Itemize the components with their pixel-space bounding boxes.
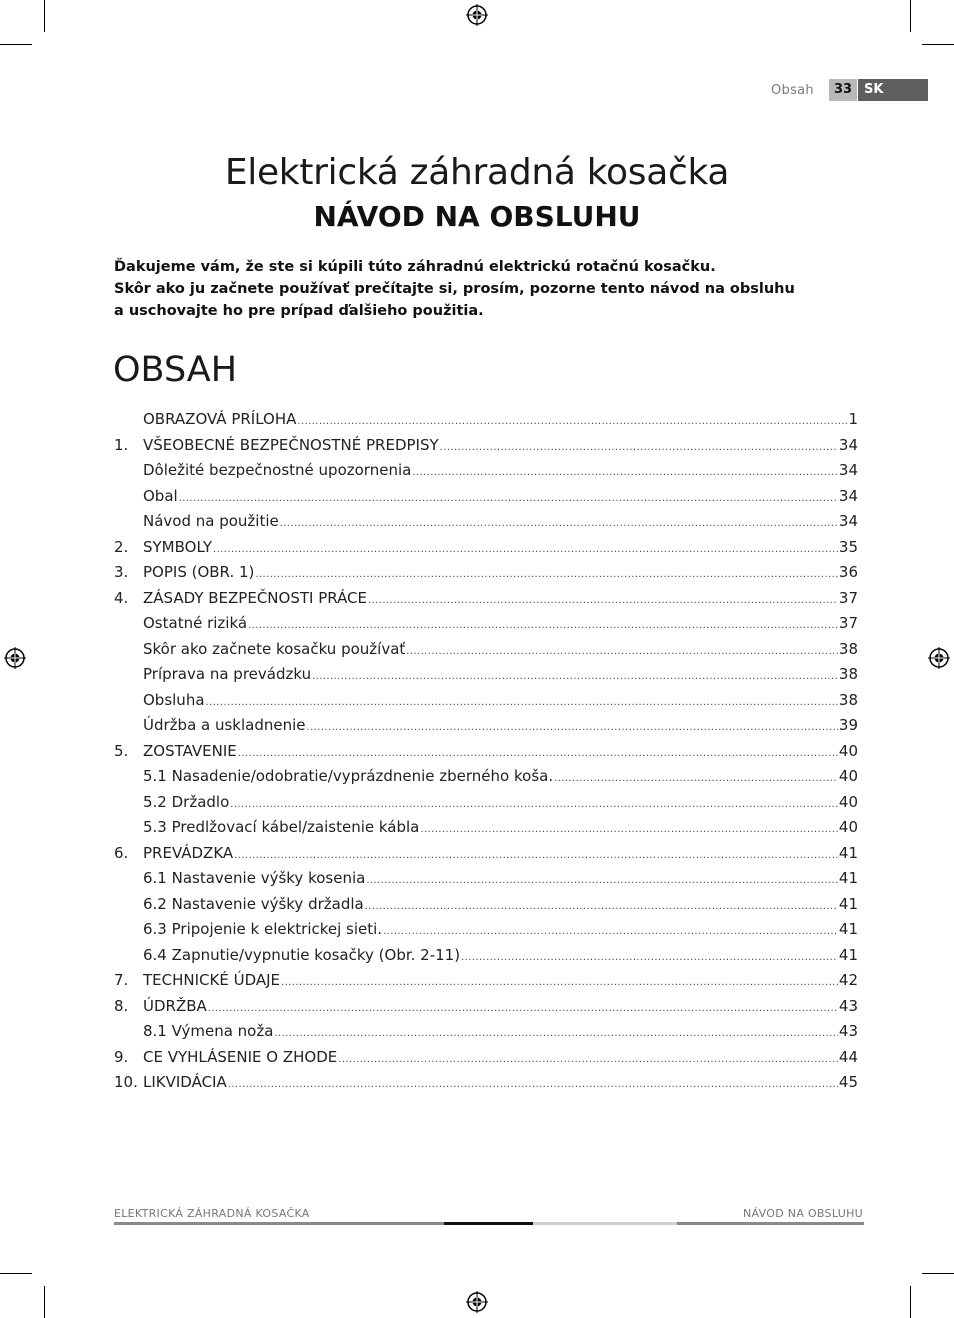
toc-entry	[114, 1022, 858, 1048]
toc-entry-page: 44	[838, 1047, 858, 1066]
toc-entry-page: 40	[838, 741, 858, 760]
toc-entry-leader	[383, 926, 838, 937]
toc-entry-title: CE VYHLÁSENIE O ZHODE	[143, 1047, 338, 1066]
toc-entry	[114, 1073, 858, 1099]
toc-entry-title: Dôležité bezpečnostné upozornenia	[143, 461, 412, 479]
toc-entry-page: 38	[838, 639, 858, 658]
toc-entry	[114, 742, 858, 768]
header-language-badge: SK	[858, 79, 928, 101]
toc-entry-page: 40	[838, 818, 858, 836]
registration-mark-icon	[4, 647, 26, 669]
toc-entry-number: 10.	[114, 1073, 138, 1091]
toc-entry-leader	[280, 518, 838, 529]
toc-entry-page: 43	[838, 996, 858, 1015]
toc-entry-title: Obal	[143, 486, 178, 505]
toc-entry	[114, 793, 858, 819]
toc-entry-number: 3.	[114, 563, 129, 581]
footer-bar	[444, 1222, 533, 1225]
toc-entry-leader	[338, 1054, 838, 1065]
toc-entry-leader	[208, 1003, 838, 1014]
registration-mark-icon	[466, 4, 488, 26]
toc-entry	[114, 487, 858, 513]
toc-entry-leader	[440, 442, 838, 453]
toc-entry-title: POPIS (OBR. 1)	[143, 563, 255, 581]
toc-entry	[114, 538, 858, 564]
toc-entry-title: 5.3 Predlžovací kábel/zaistenie kábla	[143, 818, 420, 836]
toc-entry-title: Údržba a uskladnenie	[143, 716, 306, 734]
footer-bar	[114, 1222, 444, 1225]
toc-entry	[114, 640, 858, 666]
footer-right-label: NÁVOD NA OBSLUHU	[742, 1207, 863, 1220]
toc-entry-page: 40	[838, 767, 858, 785]
toc-entry-title: ZOSTAVENIE	[143, 741, 237, 760]
toc-entry-leader	[179, 493, 838, 504]
crop-mark	[44, 1286, 45, 1318]
toc-entry	[114, 563, 858, 589]
toc-entry-page: 34	[838, 435, 858, 454]
toc-entry-number: 1.	[114, 435, 129, 454]
toc-entry-leader	[228, 1079, 838, 1090]
toc-entry-page: 41	[838, 894, 858, 913]
toc-entry-page: 34	[838, 461, 858, 479]
toc-entry-title: LIKVIDÁCIA	[143, 1073, 227, 1091]
header-section-label: Obsah	[771, 83, 814, 98]
toc-entry	[114, 614, 858, 640]
toc-entry-page: 37	[838, 588, 858, 607]
toc-entry-number: 8.	[114, 996, 129, 1015]
intro-line: Skôr ako ju začnete používať prečítajte si, prosím, pozorne tento návod na obsluhu	[114, 281, 795, 297]
toc-entry-title: 6.2 Nastavenie výšky držadla	[143, 894, 364, 913]
document-subtitle: NÁVOD NA OBSLUHU	[313, 200, 641, 233]
toc-entry-title: Skôr ako začnete kosačku používať	[143, 639, 406, 658]
crop-mark	[922, 44, 954, 45]
toc-entry-leader	[366, 875, 838, 886]
toc-entry-leader	[307, 722, 838, 733]
toc-entry	[114, 869, 858, 895]
intro-line: Ďakujeme vám, že ste si kúpili túto záhradnú elektrickú rotačnú kosačku.	[114, 259, 716, 275]
toc-entry-title: ÚDRŽBA	[143, 996, 207, 1015]
toc-heading: OBSAH	[113, 350, 238, 390]
toc-entry-number: 9.	[114, 1047, 129, 1066]
toc-entry-title: PREVÁDZKA	[143, 843, 234, 862]
toc-entry-title: 6.3 Pripojenie k elektrickej sieti.	[143, 920, 383, 938]
toc-entry-page: 1	[848, 410, 858, 428]
toc-entry-title: 5.1 Nasadenie/odobratie/vyprázdnenie zberného koša.	[143, 767, 554, 785]
toc-entry-title: TECHNICKÉ ÚDAJE	[143, 971, 281, 989]
toc-entry-page: 39	[838, 716, 858, 734]
toc-entry-page: 35	[838, 537, 858, 556]
toc-entry-title: Príprava na prevádzku	[143, 665, 312, 683]
toc-entry-title: ZÁSADY BEZPEČNOSTI PRÁCE	[143, 588, 368, 607]
toc-entry	[114, 818, 858, 844]
toc-entry-title: 8.1 Výmena noža	[143, 1022, 274, 1040]
footer-bar	[533, 1222, 677, 1225]
footer-left-label: ELEKTRICKÁ ZÁHRADNÁ KOSAČKA	[114, 1207, 310, 1220]
toc-entry-leader	[368, 595, 838, 606]
toc-entry	[114, 691, 858, 717]
toc-entry-leader	[206, 697, 838, 708]
toc-entry	[114, 716, 858, 742]
toc-entry	[114, 946, 858, 972]
toc-entry-page: 43	[838, 1022, 858, 1040]
toc-entry-number: 2.	[114, 537, 129, 556]
toc-entry-leader	[412, 467, 838, 478]
toc-entry	[114, 589, 858, 615]
toc-entry-leader	[365, 901, 838, 912]
toc-entry	[114, 971, 858, 997]
crop-mark	[0, 1273, 32, 1274]
toc-entry-page: 41	[838, 920, 858, 938]
crop-mark	[910, 0, 911, 32]
toc-entry-page: 38	[838, 690, 858, 709]
toc-entry-leader	[213, 544, 838, 555]
toc-entry-title: Ostatné riziká	[143, 614, 248, 632]
toc-entry-page: 41	[838, 945, 858, 964]
crop-mark	[910, 1286, 911, 1318]
crop-mark	[0, 44, 32, 45]
toc-entry	[114, 920, 858, 946]
toc-entry	[114, 512, 858, 538]
toc-entry-page: 34	[838, 512, 858, 530]
toc-entry-title: Obsluha	[143, 690, 205, 709]
toc-entry-leader	[420, 824, 838, 835]
document-title: Elektrická záhradná kosačka	[224, 152, 730, 193]
toc-entry-leader	[230, 799, 838, 810]
toc-entry-leader	[297, 416, 847, 427]
toc-entry-page: 34	[838, 486, 858, 505]
toc-entry-title: 6.1 Nastavenie výšky kosenia	[143, 869, 366, 887]
toc-entry-page: 42	[838, 971, 858, 989]
toc-entry-page: 40	[838, 792, 858, 811]
registration-mark-icon	[466, 1291, 488, 1313]
table-of-contents	[114, 410, 858, 1099]
toc-entry-title: 6.4 Zapnutie/vypnutie kosačky (Obr. 2-11)	[143, 945, 461, 964]
toc-entry-title: Návod na použitie	[143, 512, 279, 530]
toc-entry-title: 5.2 Držadlo	[143, 792, 230, 811]
toc-entry-leader	[281, 977, 838, 988]
toc-entry-leader	[312, 671, 838, 682]
toc-entry	[114, 436, 858, 462]
toc-entry	[114, 665, 858, 691]
toc-entry-leader	[238, 748, 838, 759]
toc-entry-leader	[234, 850, 838, 861]
toc-entry-leader	[255, 569, 838, 580]
toc-entry-page: 41	[838, 869, 858, 887]
toc-entry-number: 5.	[114, 741, 129, 760]
toc-entry-leader	[406, 646, 838, 657]
toc-entry	[114, 1048, 858, 1074]
toc-entry-leader	[554, 773, 838, 784]
toc-entry-page: 36	[838, 563, 858, 581]
toc-entry	[114, 461, 858, 487]
toc-entry	[114, 844, 858, 870]
toc-entry-leader	[248, 620, 838, 631]
crop-mark	[44, 0, 45, 32]
toc-entry-number: 7.	[114, 971, 129, 989]
toc-entry-title: VŠEOBECNÉ BEZPEČNOSTNÉ PREDPISY	[143, 435, 439, 454]
toc-entry	[114, 767, 858, 793]
toc-entry-title: OBRAZOVÁ PRÍLOHA	[143, 410, 297, 428]
toc-entry	[114, 895, 858, 921]
toc-entry-page: 41	[838, 843, 858, 862]
toc-entry	[114, 410, 858, 436]
toc-entry-page: 45	[838, 1073, 858, 1091]
intro-paragraph	[114, 256, 874, 322]
toc-entry-number: 4.	[114, 588, 129, 607]
crop-mark	[922, 1273, 954, 1274]
toc-entry-page: 37	[838, 614, 858, 632]
footer-bar	[677, 1222, 864, 1225]
toc-entry-number: 6.	[114, 843, 129, 862]
registration-mark-icon	[928, 647, 950, 669]
header-page-number: 33	[829, 79, 857, 101]
toc-entry	[114, 997, 858, 1023]
intro-line: a uschovajte ho pre prípad ďalšieho použitia.	[114, 303, 484, 319]
toc-entry-leader	[461, 952, 838, 963]
toc-entry-page: 38	[838, 665, 858, 683]
toc-entry-title: SYMBOLY	[143, 537, 212, 556]
toc-entry-leader	[274, 1028, 837, 1039]
